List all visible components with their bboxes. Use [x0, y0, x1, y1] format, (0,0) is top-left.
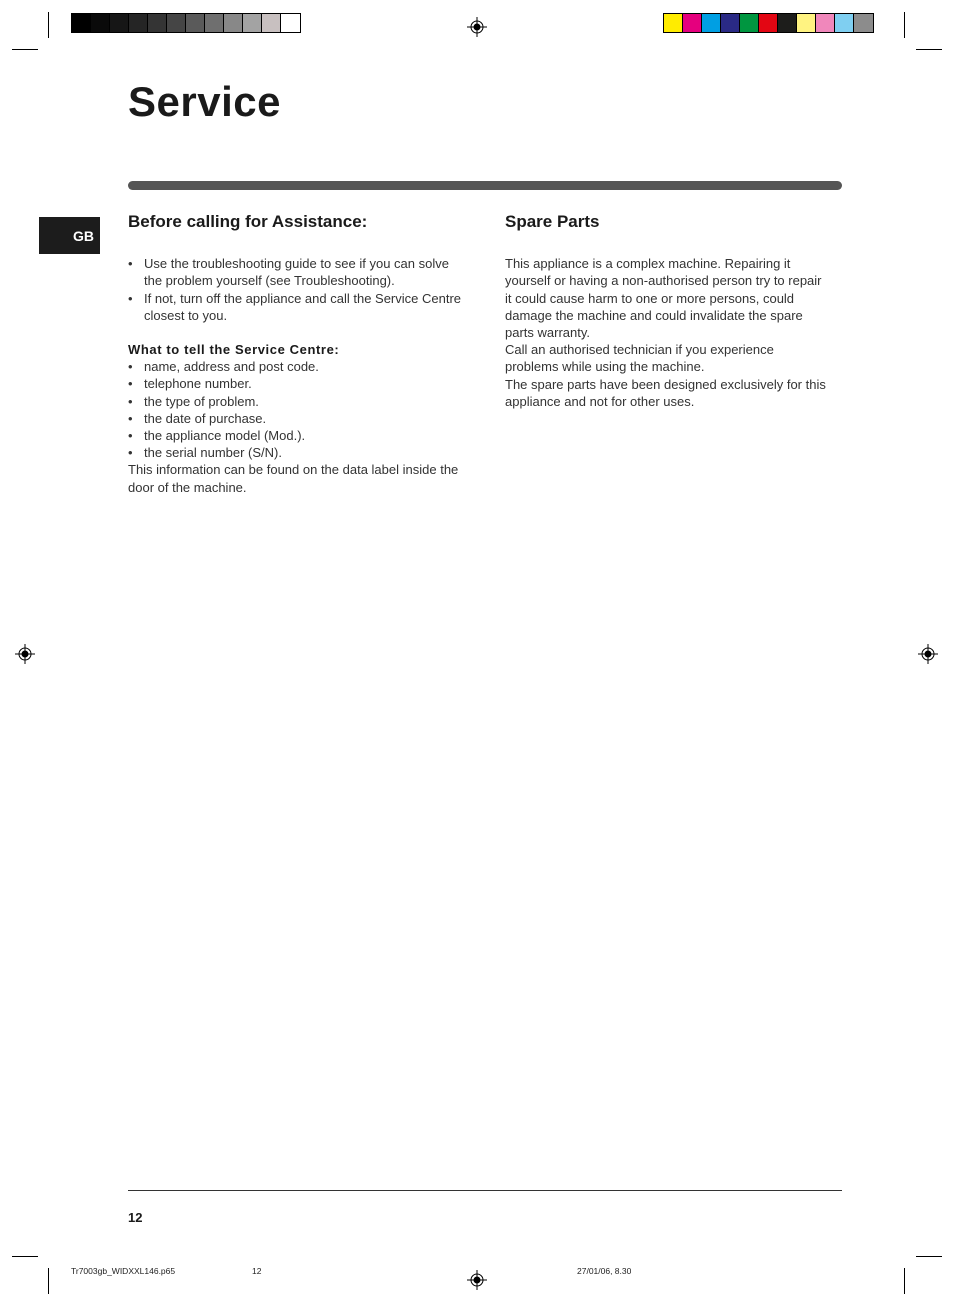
process-color-bar — [663, 13, 874, 33]
language-tab — [39, 217, 100, 254]
page-number: 12 — [128, 1210, 143, 1225]
color-swatch — [167, 14, 186, 32]
color-swatch — [129, 14, 148, 32]
registration-mark-icon — [15, 644, 35, 664]
color-swatch — [797, 14, 816, 32]
crop-mark — [48, 1268, 49, 1294]
registration-mark-icon — [918, 644, 938, 664]
spare-parts-heading: Spare Parts — [505, 212, 600, 231]
registration-mark-icon — [467, 17, 487, 37]
assistance-section — [128, 213, 468, 496]
crop-mark — [12, 49, 38, 50]
assistance-heading: Before calling for Assistance: — [128, 212, 368, 231]
color-swatch — [110, 14, 129, 32]
list-item: • telephone number. — [128, 375, 468, 392]
service-centre-items — [128, 358, 468, 461]
footer-rule — [128, 1190, 842, 1191]
color-swatch — [148, 14, 167, 32]
registration-mark-icon — [467, 1270, 487, 1290]
list-item: • Use the troubleshooting guide to see if you can solve the problem yourself (see Troubleshooting). — [128, 255, 468, 289]
slug-date: 27/01/06, 8.30 — [577, 1266, 632, 1276]
page-title: Service — [128, 78, 281, 125]
list-item: • the type of problem. — [128, 393, 468, 410]
color-swatch — [664, 14, 683, 32]
data-label-note: This information can be found on the data label inside the door of the machine. — [128, 462, 459, 495]
spare-parts-section — [505, 213, 830, 410]
color-swatch — [205, 14, 224, 32]
color-swatch — [186, 14, 205, 32]
color-swatch — [683, 14, 702, 32]
list-item: • the appliance model (Mod.). — [128, 427, 468, 444]
crop-mark — [12, 1256, 38, 1257]
crop-mark — [916, 1256, 942, 1257]
color-swatch — [262, 14, 281, 32]
spare-parts-paragraph: The spare parts have been designed exclusively for this appliance and not for other uses. — [505, 376, 826, 409]
color-swatch — [243, 14, 262, 32]
crop-mark — [48, 12, 49, 38]
language-tab-label: GB — [73, 227, 94, 244]
title-rule — [128, 181, 842, 190]
list-item: • name, address and post code. — [128, 358, 468, 375]
spare-parts-paragraph: This appliance is a complex machine. Repairing it yourself or having a non-authorised person try to repair it could cause harm to one or more persons, could damage the machine and could invalidate the spare parts warranty. — [505, 256, 822, 341]
spare-parts-paragraph: Call an authorised technician if you experience problems while using the machine. — [505, 342, 774, 375]
color-swatch — [72, 14, 91, 32]
color-swatch — [702, 14, 721, 32]
crop-mark — [904, 1268, 905, 1294]
service-centre-subheading: What to tell the Service Centre: — [128, 342, 340, 358]
color-swatch — [759, 14, 778, 32]
color-swatch — [778, 14, 797, 32]
color-swatch — [281, 14, 300, 32]
color-swatch — [854, 14, 873, 32]
crop-mark — [916, 49, 942, 50]
slug-filename: Tr7003gb_WIDXXL146.p65 — [71, 1266, 176, 1276]
slug-page: 12 — [252, 1266, 262, 1276]
list-item: • the date of purchase. — [128, 410, 468, 427]
crop-mark — [904, 12, 905, 38]
color-swatch — [224, 14, 243, 32]
color-swatch — [91, 14, 110, 32]
list-item: • If not, turn off the appliance and call the Service Centre closest to you. — [128, 290, 468, 324]
color-swatch — [740, 14, 759, 32]
color-swatch — [721, 14, 740, 32]
list-item: • the serial number (S/N). — [128, 444, 468, 461]
color-swatch — [816, 14, 835, 32]
grayscale-color-bar — [71, 13, 301, 33]
color-swatch — [835, 14, 854, 32]
assistance-bullets — [128, 255, 468, 324]
